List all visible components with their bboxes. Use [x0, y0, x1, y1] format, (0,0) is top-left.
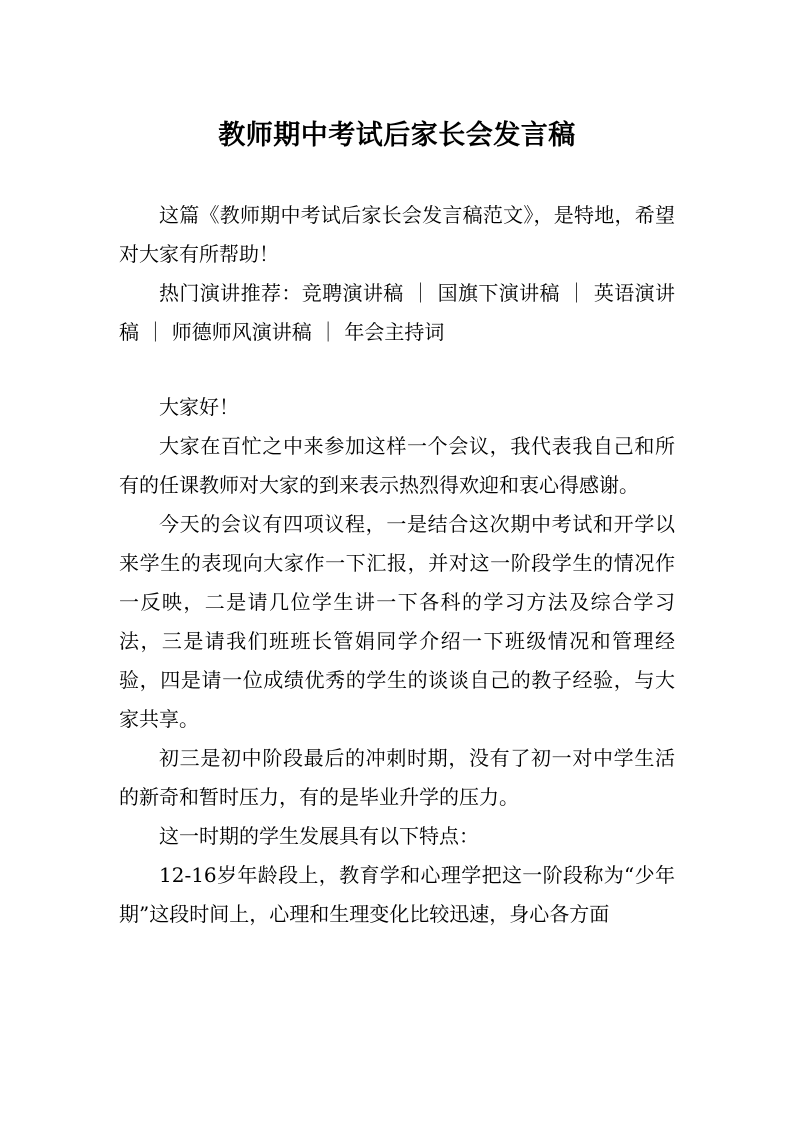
body-paragraph: 12-16岁年龄段上，教育学和心理学把这一阶段称为“少年期”这段时间上，心理和生理变化比较迅速，身心各方面: [119, 863, 675, 926]
document-title: 教师期中考试后家长会发言稿: [218, 120, 576, 152]
greeting-paragraph: 大家好！: [159, 395, 239, 419]
body-paragraph: 今天的会议有四项议程，一是结合这次期中考试和开学以来学生的表现向大家作一下汇报，并对这一阶段学生的情况作一反映，二是请几位学生讲一下各科的学习方法及综合学习法，三是请我们班班长管娟同学介绍一下班级情况和管理经验，四是请一位成绩优秀的学生的谈谈自己的教子经验，与大家共享。: [119, 512, 675, 731]
recommend-paragraph: 热门演讲推荐：竞聘演讲稿 ｜ 国旗下演讲稿 ｜ 英语演讲稿 ｜ 师德师风演讲稿 ｜ 年会主持词: [119, 281, 675, 344]
paragraph-gap: [119, 352, 675, 388]
document-body: [119, 196, 675, 934]
body-paragraph: 大家在百忙之中来参加这样一个会议，我代表我自己和所有的任课教师对大家的到来表示热烈得欢迎和衷心得感谢。: [119, 434, 675, 497]
intro-paragraph: 这篇《教师期中考试后家长会发言稿范文》，是特地，希望对大家有所帮助！: [119, 203, 675, 266]
body-paragraph: 初三是初中阶段最后的冲刺时期，没有了初一对中学生活的新奇和暂时压力，有的是毕业升学的压力。: [119, 746, 675, 809]
body-paragraph: 这一时期的学生发展具有以下特点：: [159, 824, 479, 848]
